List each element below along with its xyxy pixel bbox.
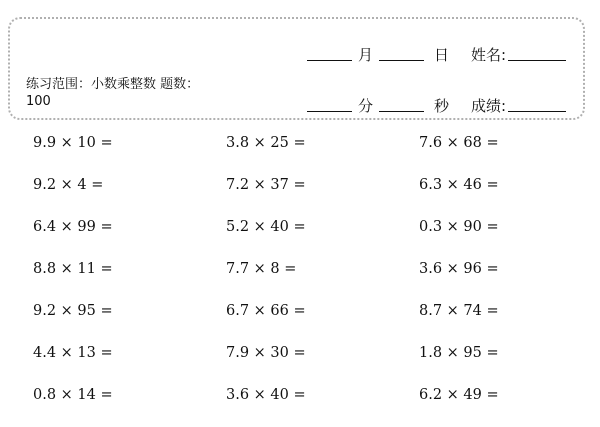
second-label: 秒: [434, 97, 450, 115]
problem-item: 4.4 × 13 =: [33, 345, 113, 361]
problem-item: 9.9 × 10 =: [33, 135, 113, 151]
worksheet-header: [8, 17, 585, 120]
name-label: 姓名:: [471, 46, 507, 64]
problem-item: 9.2 × 4 =: [33, 177, 104, 193]
practice-scope-line1: 练习范围：小数乘整数 题数：: [26, 77, 200, 92]
problem-item: 9.2 × 95 =: [33, 303, 113, 319]
name-blank[interactable]: [508, 59, 566, 61]
minute-label: 分: [358, 97, 374, 115]
problem-item: 6.3 × 46 =: [419, 177, 499, 193]
problem-grid: [33, 133, 593, 427]
score-blank[interactable]: [508, 110, 566, 112]
second-blank[interactable]: [379, 110, 424, 112]
problem-item: 0.3 × 90 =: [419, 219, 499, 235]
problem-item: 5.2 × 40 =: [226, 219, 306, 235]
month-label: 月: [358, 46, 374, 64]
practice-scope-line2: 100: [26, 94, 51, 109]
problem-item: 8.7 × 74 =: [419, 303, 499, 319]
score-label: 成绩:: [471, 97, 507, 115]
time-score-row: [307, 91, 566, 115]
problem-item: 7.9 × 30 =: [226, 345, 306, 361]
problem-item: 6.4 × 99 =: [33, 219, 113, 235]
problem-item: 7.6 × 68 =: [419, 135, 499, 151]
problem-item: 1.8 × 95 =: [419, 345, 499, 361]
problem-item: 3.6 × 40 =: [226, 387, 306, 403]
problem-item: 7.2 × 37 =: [226, 177, 306, 193]
problem-item: 6.7 × 66 =: [226, 303, 306, 319]
problem-item: 8.8 × 11 =: [33, 261, 113, 277]
problem-item: 3.8 × 25 =: [226, 135, 306, 151]
problem-item: 0.8 × 14 =: [33, 387, 113, 403]
minute-blank[interactable]: [307, 110, 352, 112]
month-blank[interactable]: [307, 59, 352, 61]
problem-item: 6.2 × 49 =: [419, 387, 499, 403]
practice-scope: [26, 76, 241, 110]
problem-item: 7.7 × 8 =: [226, 261, 297, 277]
day-label: 日: [434, 46, 450, 64]
problem-item: 3.6 × 96 =: [419, 261, 499, 277]
date-name-row: [307, 40, 566, 64]
day-blank[interactable]: [379, 59, 424, 61]
